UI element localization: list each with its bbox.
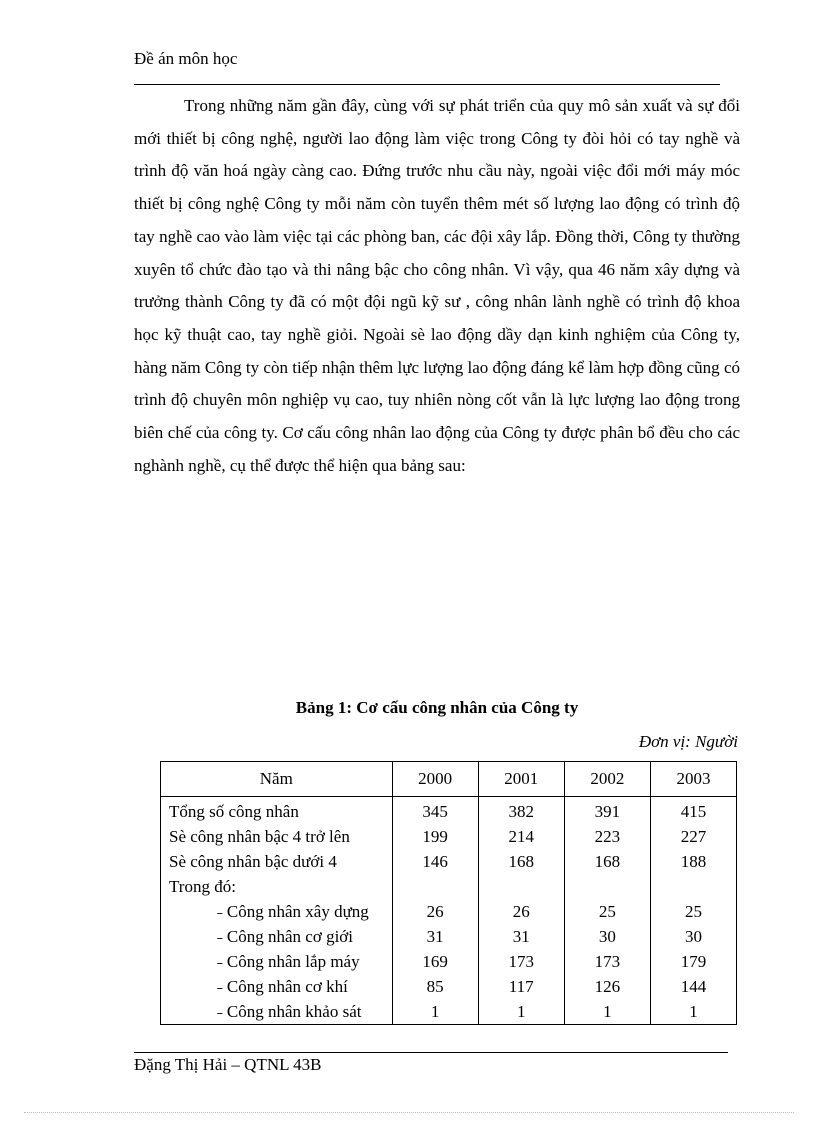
footer-divider (134, 1052, 728, 1053)
value-cell: 199 (422, 827, 448, 846)
row-label: ˗ Công nhân khảo sát (217, 1002, 362, 1021)
value-cell: 214 (508, 827, 534, 846)
column-2001 (478, 797, 564, 1025)
column-2002 (564, 797, 650, 1025)
value-cell: 144 (680, 977, 707, 996)
row-label: ˗ Công nhân lắp máy (217, 952, 360, 971)
header-divider (134, 84, 720, 85)
value-cell: 117 (508, 977, 534, 996)
value-cell: 1 (516, 1002, 526, 1021)
value-cell: 168 (508, 852, 534, 871)
value-cell: 25 (598, 902, 616, 921)
value-cell: 169 (422, 952, 448, 971)
value-cell (393, 874, 478, 899)
workforce-table (160, 761, 737, 1025)
row-label: Tổng số công nhân (169, 802, 299, 821)
body-paragraph: Trong những năm gần đây, cùng với sự phát triển của quy mô sản xuất và sự đổi mới thiết bị công nghệ, người lao động làm việc trong Công ty đòi hỏi có tay nghề và trình độ văn hoá ngày càng cao. Đứng trước nhu cầu này, ngoài việc đổi mới máy móc thiết bị công nghệ Công ty mỗi năm còn tuyển thêm mét số lượng lao động có trình độ tay nghề cao vào làm việc tại các phòng ban, các đội xây lắp. Đồng thời, Công ty thường xuyên tổ chức đào tạo và thi nâng bậc cho công nhân. Vì vậy, qua 46 năm xây dựng và trưởng thành Công ty đã có một đội ngũ kỹ sư , công nhân lành nghề có trình độ khoa học kỹ thuật cao, tay nghề giỏi. Ngoài sè lao động dầy dạn kinh nghiệm của Công ty, hàng năm Công ty còn tiếp nhận thêm lực lượng lao động đáng kể làm hợp đồng cũng có trình độ chuyên môn nghiệp vụ cao, tuy nhiên nòng cốt vẫn là lực lượng lao động trong biên chế của công ty. Cơ cấu công nhân lao động của Công ty được phân bổ đều cho các nghành nghề, cụ thể được thể hiện qua bảng sau: (134, 96, 740, 475)
value-cell: 415 (680, 802, 707, 821)
value-cell: 30 (598, 927, 616, 946)
value-cell: 173 (508, 952, 534, 971)
page-header: Đề án môn học (134, 49, 238, 68)
page-footer: Đặng Thị Hải – QTNL 43B (134, 1055, 322, 1074)
header-cell-2003: 2003 (650, 762, 736, 797)
value-cell: 25 (684, 902, 702, 921)
value-cell: 26 (426, 902, 444, 921)
value-cell: 126 (594, 977, 621, 996)
value-cell: 345 (422, 802, 448, 821)
value-cell: 30 (684, 927, 702, 946)
value-cell: 1 (430, 1002, 440, 1021)
value-cell: 391 (594, 802, 621, 821)
row-label: Trong đó: (169, 877, 236, 896)
row-labels-cell (161, 797, 393, 1025)
value-cell: 227 (680, 827, 707, 846)
value-cell: 223 (594, 827, 621, 846)
value-cell: 1 (689, 1002, 698, 1021)
value-cell: 179 (680, 952, 707, 971)
value-cell: 85 (426, 977, 444, 996)
value-cell: 146 (422, 852, 448, 871)
header-cell-2001: 2001 (478, 762, 564, 797)
header-cell-2000: 2000 (392, 762, 478, 797)
value-cell: 168 (594, 852, 621, 871)
value-cell: 188 (680, 852, 707, 871)
value-cell (479, 874, 564, 899)
value-cell (651, 874, 736, 899)
row-label: ˗ Công nhân cơ giới (217, 927, 354, 946)
column-2003 (650, 797, 736, 1025)
value-cell: 26 (512, 902, 530, 921)
row-label: Sè công nhân bậc 4 trở lên (169, 827, 350, 846)
value-cell: 173 (594, 952, 621, 971)
value-cell: 31 (426, 927, 444, 946)
row-label: ˗ Công nhân cơ khí (217, 977, 348, 996)
table-title: Bảng 1: Cơ cấu công nhân của Công ty (295, 698, 579, 717)
page-break-line (24, 1112, 794, 1113)
table-header-row (161, 762, 737, 797)
column-2000 (392, 797, 478, 1025)
table-body-row (161, 797, 737, 1025)
row-label: Sè công nhân bậc dưới 4 (169, 852, 337, 871)
value-cell: 31 (512, 927, 530, 946)
value-cell (565, 874, 650, 899)
table-unit: Đơn vị: Người (638, 732, 738, 751)
row-label: ˗ Công nhân xây dựng (217, 902, 369, 921)
value-cell: 382 (508, 802, 534, 821)
header-cell-year-label: Năm (161, 762, 393, 797)
value-cell: 1 (603, 1002, 612, 1021)
header-cell-2002: 2002 (564, 762, 650, 797)
